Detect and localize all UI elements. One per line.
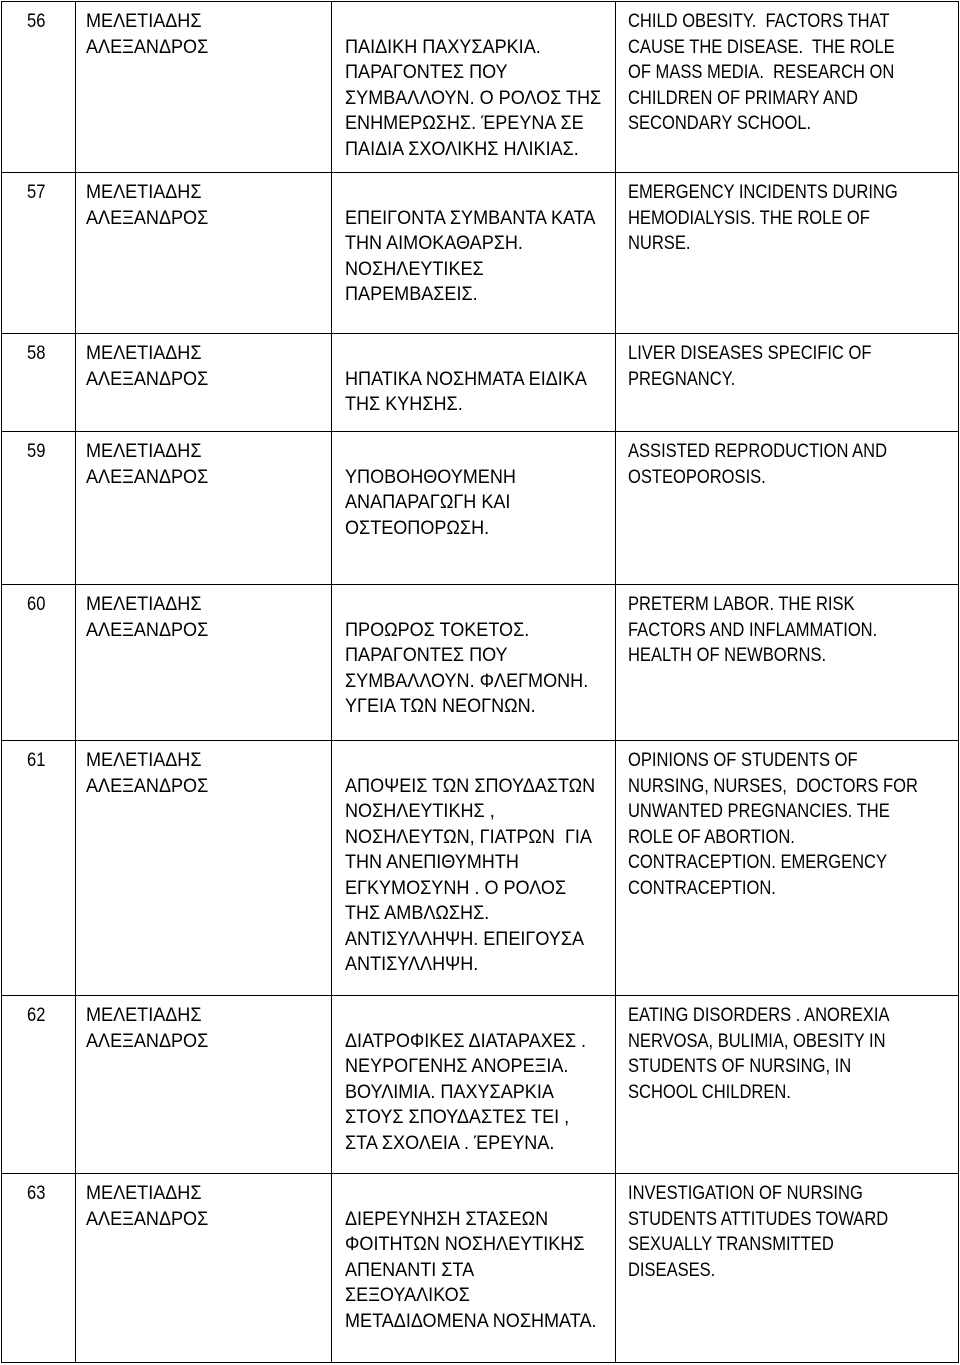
greek-title: ΥΠΟΒΟΗΘΟΥΜΕΝΗ ΑΝΑΠΑΡΑΓΩΓΗ ΚΑΙ ΟΣΤΕΟΠΟΡΩΣΗ. — [345, 466, 516, 539]
entry-number-cell — [2, 173, 76, 334]
greek-title: ΑΠΟΨΕΙΣ ΤΩΝ ΣΠΟΥΔΑΣΤΩΝ ΝΟΣΗΛΕΥΤΙΚΗΣ , ΝΟΣΗΛΕΥΤΩΝ, ΓΙΑΤΡΩΝ ΓΙΑ ΤΗΝ ΑΝΕΠΙΘΥΜΗΤΗ ΕΓΚΥΜΟΣΥΝΗ . Ο ΡΟΛΟΣ ΤΗΣ ΑΜΒΛΩΣΗΣ. ΑΝΤΙΣΥΛΛΗΨΗ. ΕΠΕΙΓΟΥΣΑ ΑΝΤΙΣΥΛΛΗΨΗ. — [345, 775, 596, 975]
english-title-cell — [616, 585, 959, 741]
greek-title-cell — [332, 2, 616, 173]
english-title: INVESTIGATION OF NURSING STUDENTS ATTITUDES TOWARD SEXUALLY TRANSMITTED DISEASES. — [628, 1183, 889, 1281]
english-title: LIVER DISEASES SPECIFIC OF PREGNANCY. — [628, 343, 872, 390]
greek-title-cell — [332, 741, 616, 996]
entry-number: 63 — [27, 1183, 46, 1204]
table-row — [2, 1174, 959, 1363]
greek-title-cell — [332, 173, 616, 334]
author-first-name: ΑΛΕΞΑΝΔΡΟΣ — [86, 775, 209, 797]
table-row — [2, 173, 959, 334]
author-surname: ΜΕΛΕΤΙΑΔΗΣ — [86, 1005, 202, 1026]
author-cell — [76, 432, 332, 585]
author-surname: ΜΕΛΕΤΙΑΔΗΣ — [86, 343, 202, 364]
entry-number-cell — [2, 585, 76, 741]
entry-number-cell — [2, 334, 76, 432]
greek-title: ΠΡΟΩΡΟΣ ΤΟΚΕΤΟΣ. ΠΑΡΑΓΟΝΤΕΣ ΠΟΥ ΣΥΜΒΑΛΛΟΥΝ. ΦΛΕΓΜΟΝΗ. ΥΓΕΙΑ ΤΩΝ ΝΕΟΓΝΩΝ. — [345, 619, 589, 717]
english-title: EATING DISORDERS . ANOREXIA NERVOSA, BULIMIA, OBESITY IN STUDENTS OF NURSING, IN SCHOOL CHILDREN. — [628, 1005, 890, 1103]
author-first-name: ΑΛΕΞΑΝΔΡΟΣ — [86, 1030, 209, 1052]
author-first-name: ΑΛΕΞΑΝΔΡΟΣ — [86, 36, 209, 58]
english-title-cell — [616, 1174, 959, 1363]
author-surname: ΜΕΛΕΤΙΑΔΗΣ — [86, 594, 202, 615]
entry-number: 60 — [27, 594, 46, 615]
entry-number: 56 — [27, 11, 46, 32]
author-surname: ΜΕΛΕΤΙΑΔΗΣ — [86, 750, 202, 771]
english-title-cell — [616, 334, 959, 432]
english-title: OPINIONS OF STUDENTS OF NURSING, NURSES, DOCTORS FOR UNWANTED PREGNANCIES. THE ROLE OF ABORTION. CONTRACEPTION. EMERGENCY CONTRACEPTION. — [628, 750, 918, 899]
entry-number-cell — [2, 2, 76, 173]
english-title-cell — [616, 741, 959, 996]
greek-title-cell — [332, 432, 616, 585]
greek-title-cell — [332, 585, 616, 741]
english-title-cell — [616, 996, 959, 1174]
greek-title: ΕΠΕΙΓΟΝΤΑ ΣΥΜΒΑΝΤΑ ΚΑΤΑ ΤΗΝ ΑΙΜΟΚΑΘΑΡΣΗ. ΝΟΣΗΛΕΥΤΙΚΕΣ ΠΑΡΕΜΒΑΣΕΙΣ. — [345, 207, 596, 305]
entry-number: 58 — [27, 343, 46, 364]
table-row — [2, 585, 959, 741]
english-title-cell — [616, 2, 959, 173]
author-cell — [76, 996, 332, 1174]
entry-number: 61 — [27, 750, 46, 771]
greek-title: ΗΠΑΤΙΚΑ ΝΟΣΗΜΑΤΑ ΕΙΔΙΚΑ ΤΗΣ ΚΥΗΣΗΣ. — [345, 368, 587, 415]
table-row — [2, 741, 959, 996]
english-title-cell — [616, 432, 959, 585]
greek-title-cell — [332, 1174, 616, 1363]
english-title-cell — [616, 173, 959, 334]
entry-number-cell — [2, 741, 76, 996]
author-first-name: ΑΛΕΞΑΝΔΡΟΣ — [86, 619, 209, 641]
table-row — [2, 996, 959, 1174]
table-row — [2, 334, 959, 432]
english-title: EMERGENCY INCIDENTS DURING HEMODIALYSIS. THE ROLE OF NURSE. — [628, 182, 898, 254]
author-cell — [76, 1174, 332, 1363]
author-first-name: ΑΛΕΞΑΝΔΡΟΣ — [86, 1208, 209, 1230]
entry-number: 57 — [27, 182, 46, 203]
english-title: CHILD OBESITY. FACTORS THAT CAUSE THE DISEASE. THE ROLE OF MASS MEDIA. RESEARCH ON CHILDREN OF PRIMARY AND SECONDARY SCHOOL. — [628, 11, 895, 134]
greek-title-cell — [332, 334, 616, 432]
entry-number-cell — [2, 432, 76, 585]
greek-title: ΔΙΕΡΕΥΝΗΣΗ ΣΤΑΣΕΩΝ ΦΟΙΤΗΤΩΝ ΝΟΣΗΛΕΥΤΙΚΗΣ ΑΠΕΝΑΝΤΙ ΣΤΑ ΣΕΞΟΥΑΛΙΚΟΣ ΜΕΤΑΔΙΔΟΜΕΝΑ ΝΟΣΗΜΑΤΑ. — [345, 1208, 597, 1332]
author-surname: ΜΕΛΕΤΙΑΔΗΣ — [86, 1183, 202, 1204]
thesis-list-table — [1, 1, 959, 1363]
greek-title: ΠΑΙΔΙΚΗ ΠΑΧΥΣΑΡΚΙΑ. ΠΑΡΑΓΟΝΤΕΣ ΠΟΥ ΣΥΜΒΑΛΛΟΥΝ. Ο ΡΟΛΟΣ ΤΗΣ ΕΝΗΜΕΡΩΣΗΣ. ΈΡΕΥΝΑ ΣΕ ΠΑΙΔΙΑ ΣΧΟΛΙΚΗΣ ΗΛΙΚΙΑΣ. — [345, 36, 602, 160]
entry-number-cell — [2, 996, 76, 1174]
english-title: ASSISTED REPRODUCTION AND OSTEOPOROSIS. — [628, 441, 888, 488]
author-surname: ΜΕΛΕΤΙΑΔΗΣ — [86, 11, 202, 32]
table-row — [2, 2, 959, 173]
author-cell — [76, 741, 332, 996]
entry-number: 62 — [27, 1005, 46, 1026]
entry-number: 59 — [27, 441, 46, 462]
author-cell — [76, 334, 332, 432]
entry-number-cell — [2, 1174, 76, 1363]
greek-title-cell — [332, 996, 616, 1174]
author-first-name: ΑΛΕΞΑΝΔΡΟΣ — [86, 466, 209, 488]
english-title: PRETERM LABOR. THE RISK FACTORS AND INFLAMMATION. HEALTH OF NEWBORNS. — [628, 594, 878, 666]
author-cell — [76, 585, 332, 741]
author-surname: ΜΕΛΕΤΙΑΔΗΣ — [86, 182, 202, 203]
greek-title: ΔΙΑΤΡΟΦΙΚΕΣ ΔΙΑΤΑΡΑΧΕΣ . ΝΕΥΡΟΓΕΝΗΣ ΑΝΟΡΕΞΙΑ. ΒΟΥΛΙΜΙΑ. ΠΑΧΥΣΑΡΚΙΑ ΣΤΟΥΣ ΣΠΟΥΔΑΣΤΕΣ ΤΕΙ , ΣΤΑ ΣΧΟΛΕΙΑ . ΈΡΕΥΝΑ. — [345, 1030, 587, 1154]
author-first-name: ΑΛΕΞΑΝΔΡΟΣ — [86, 207, 209, 229]
author-cell — [76, 2, 332, 173]
table-row — [2, 432, 959, 585]
author-surname: ΜΕΛΕΤΙΑΔΗΣ — [86, 441, 202, 462]
author-first-name: ΑΛΕΞΑΝΔΡΟΣ — [86, 368, 209, 390]
author-cell — [76, 173, 332, 334]
